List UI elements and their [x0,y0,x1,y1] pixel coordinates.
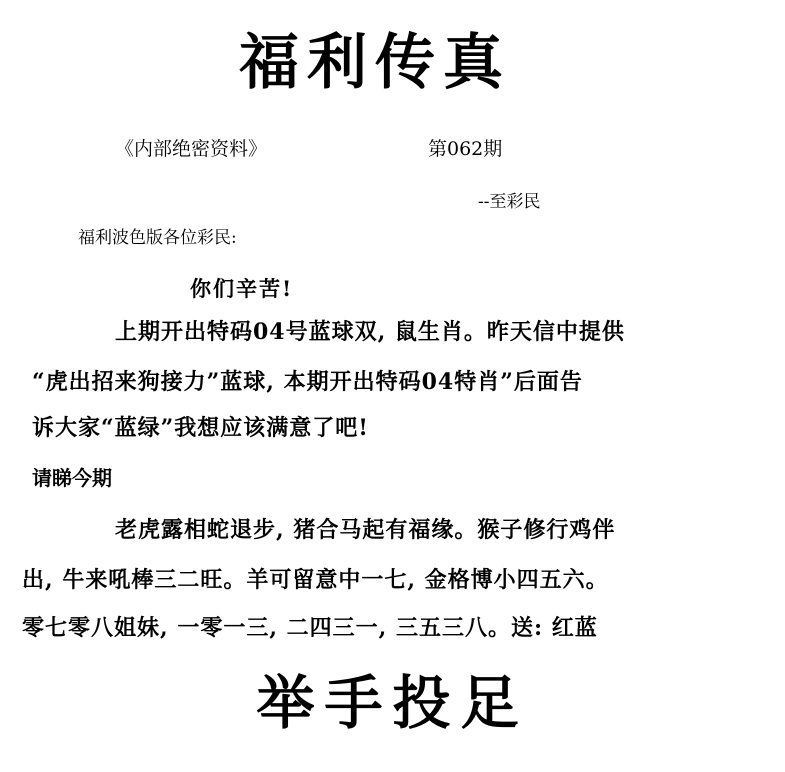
paragraph-line: 诉大家“蓝绿”我想应该满意了吧! [32,415,369,441]
issue-number: 第062期 [428,138,503,160]
salutation: 福利波色版各位彩民: [78,228,237,248]
verse-line: 老虎露相蛇退步, 猪合马起有福缘。猴子修行鸡伴 [115,517,616,543]
footer-phrase: 举手投足 [256,669,529,737]
verse-line: 零七零八姐妹, 一零一三, 二四三一, 三五三八。送: 红蓝 [22,615,598,641]
verse-line: 出, 牛来吼棒三二旺。羊可留意中一七, 金格博小四五六。 [22,567,609,593]
signature: --至彩民 [478,192,541,212]
document-title: 福利传真 [239,28,511,98]
document-subtitle: 《内部绝密资料》 [115,138,268,160]
paragraph-line: “虎出招来狗接力”蓝球, 本期开出特码04特肖”后面告 [32,369,583,395]
greeting: 你们辛苦! [190,276,294,301]
section-label: 请睇今期 [32,466,112,490]
paragraph-line: 上期开出特码04号蓝球双, 鼠生肖。昨天信中提供 [115,319,625,345]
